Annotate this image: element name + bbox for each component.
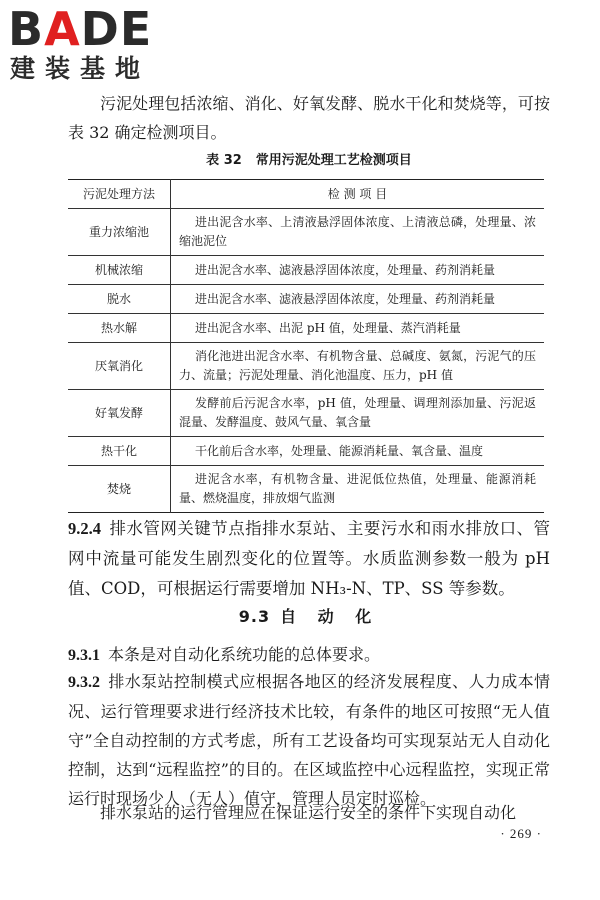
clause-9-3-1 xyxy=(68,640,550,670)
row-items: 进出泥含水率、上清液悬浮固体浓度、上清液总磷，处理量、浓缩池泥位 xyxy=(171,209,545,256)
row-method: 好氧发酵 xyxy=(68,390,171,437)
logo-subtitle: 建装基地 xyxy=(10,54,151,83)
table-row xyxy=(68,437,544,466)
table-row xyxy=(68,209,544,256)
row-method: 机械浓缩 xyxy=(68,256,171,285)
table-caption xyxy=(68,152,550,170)
table-header-row xyxy=(68,180,544,209)
header-method: 污泥处理方法 xyxy=(68,180,171,209)
page-number: · 269 · xyxy=(500,826,542,841)
row-method: 焚烧 xyxy=(68,466,171,513)
row-items: 干化前后含水率，处理量、能源消耗量、氧含量、温度 xyxy=(171,437,545,466)
row-items: 发酵前后污泥含水率，pH 值，处理量、调理剂添加量、污泥返混量、发酵温度、鼓风气量、氧含量 xyxy=(171,390,545,437)
section-heading xyxy=(68,606,550,628)
row-method: 热干化 xyxy=(68,437,171,466)
row-items: 进出泥含水率、滤液悬浮固体浓度，处理量、药剂消耗量 xyxy=(171,285,545,314)
table-row xyxy=(68,466,544,513)
table-row xyxy=(68,343,544,390)
tail-paragraph: 排水泵站的运行管理应在保证运行安全的条件下实现自动化 xyxy=(100,803,517,822)
clause-text: 排水管网关键节点指排水泵站、主要污水和雨水排放口、管网中流量可能发生剧烈变化的位置等。水质监测参数一般为 pH 值、COD，可根据运行需要增加 NH₃-N、TP、SS 等参数。 xyxy=(68,519,550,598)
section-number: 9.3 xyxy=(238,607,271,626)
clause-9-3-2 xyxy=(68,667,550,813)
row-method: 脱水 xyxy=(68,285,171,314)
row-items: 进泥含水率，有机物含量、进泥低位热值，处理量、能源消耗量、燃烧温度，排放烟气监测 xyxy=(171,466,545,513)
table-row xyxy=(68,256,544,285)
clause-9-2-4 xyxy=(68,514,550,604)
row-method: 厌氧消化 xyxy=(68,343,171,390)
clause-text: 排水泵站控制模式应根据各地区的经济发展程度、人力成本情况、运行管理要求进行经济技术比较，有条件的地区可按照“无人值守”全自动控制的方式考虑，所有工艺设备均可实现泵站无人自动化控制，达到“远程监控”的目的。在区域监控中心远程监控，实现正常运行时现场少人（无人）值守，管理人员定时巡检。 xyxy=(68,672,550,808)
row-items: 进出泥含水率、滤液悬浮固体浓度，处理量、药剂消耗量 xyxy=(171,256,545,285)
table-row xyxy=(68,314,544,343)
clause-number: 9.3.1 xyxy=(68,647,100,664)
header-items: 检 测 项 目 xyxy=(171,180,545,209)
table-row xyxy=(68,390,544,437)
clause-number: 9.3.2 xyxy=(68,674,100,691)
detection-items-table xyxy=(68,179,544,513)
clause-number: 9.2.4 xyxy=(68,519,101,538)
clause-text: 本条是对自动化系统功能的总体要求。 xyxy=(108,645,381,664)
section-title: 自 动 化 xyxy=(280,607,380,626)
row-method: 重力浓缩池 xyxy=(68,209,171,256)
intro-paragraph: 污泥处理包括浓缩、消化、好氧发酵、脱水干化和焚烧等，可按表 32 确定检测项目。 xyxy=(68,94,550,142)
table-row xyxy=(68,285,544,314)
bade-logo xyxy=(8,4,180,86)
row-items: 进出泥含水率、出泥 pH 值，处理量、蒸汽消耗量 xyxy=(171,314,545,343)
table-caption-number: 表 32 xyxy=(206,153,242,168)
row-items: 消化池进出泥含水率、有机物含量、总碱度、氨氮，污泥气的压力、流量；污泥处理量、消化池温度、压力，pH 值 xyxy=(171,343,545,390)
logo-wordmark: BADE xyxy=(8,2,153,56)
table-caption-title: 常用污泥处理工艺检测项目 xyxy=(255,153,412,168)
row-method: 热水解 xyxy=(68,314,171,343)
